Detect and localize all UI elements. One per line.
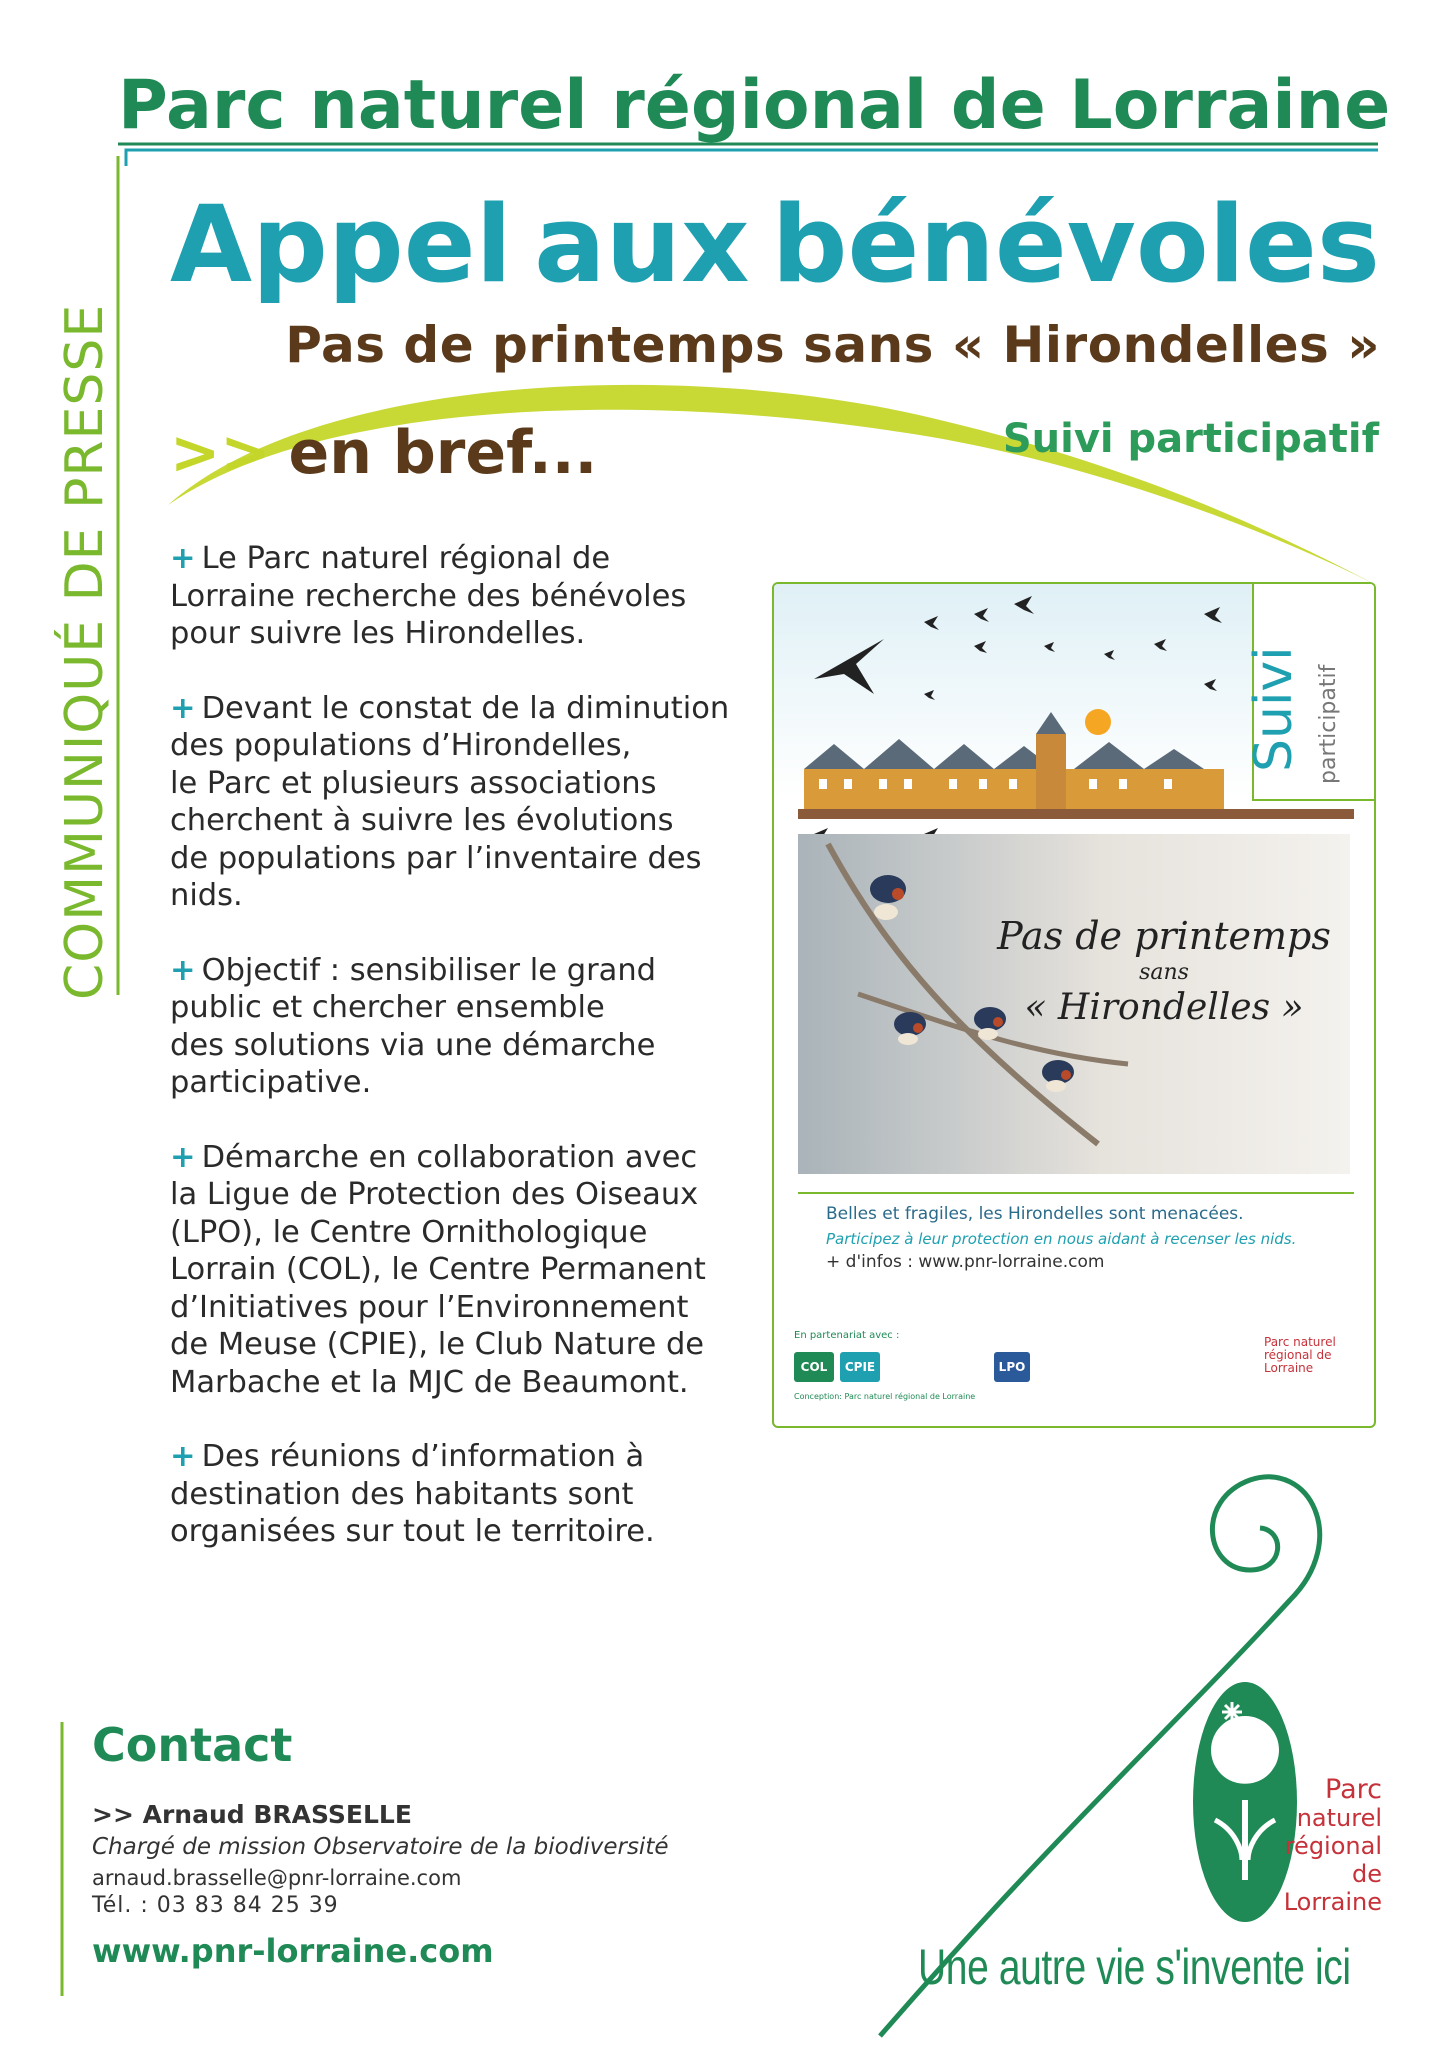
plus-icon: + [170,541,196,576]
bullet-text: Objectif : sensibiliser le grand public et chercher ensemble des solutions via une démarche participative. [170,952,657,1100]
park-title: Parc naturel régional de Lorraine [118,66,1391,145]
bullet-text: Des réunions d’information à destination des habitants sont organisées sur tout le territoire. [170,1439,655,1549]
poster-script-line-1: Pas de printemps [997,914,1331,958]
logo-line-4: de Lorraine [1283,1860,1382,1916]
contact-heading: Contact [92,1718,293,1772]
contact-phone: Tél. : 03 83 84 25 39 [92,1893,339,1918]
arrows-marker: >> [170,418,271,488]
contact-website-link[interactable]: www.pnr-lorraine.com [92,1932,494,1970]
bullet-text: Démarche en collaboration avec la Ligue de Protection des Oiseaux (LPO), le Centre Ornithologique Lorrain (COL), le Centre Permanent d’Initiatives pour l’Environnement de Meuse (CPIE), le Club Nature de Marbache et la MJC de Beaumont. [170,1139,706,1400]
contact-role: Chargé de mission Observatoire de la biodiversité [92,1834,669,1860]
title-word-3: bénévoles [771,183,1380,306]
bullet-text: Devant le constat de la diminution des populations d’Hirondelles, le Parc et plusieurs associations cherchent à suivre les évolutions de populations par l’inventaire des nids. [170,690,730,913]
plus-icon: + [170,1139,196,1175]
brief-label: en bref... [288,418,598,488]
poster-participatif-text: participatif [1316,664,1341,784]
slogan: Une autre vie s'invente ici [918,1939,1351,1995]
plus-icon: + [170,1439,196,1474]
poster-tagline-2: Participez à leur protection en nous aidant à recenser les nids. [826,1230,1297,1248]
bullet-item [170,952,770,1102]
logo-line-2: naturel [1296,1804,1382,1832]
partner-logo-lpo: LPO [994,1352,1030,1382]
poster-tagline-3: + d'infos : www.pnr-lorraine.com [826,1252,1105,1272]
poster-script-line-3: « Hirondelles » [1024,987,1304,1028]
poster-script-title [974,914,1354,1028]
plus-icon: + [170,952,196,988]
logo-line-1: Parc [1325,1774,1382,1805]
poster-divider [798,1192,1354,1194]
bullet-item [170,1139,770,1402]
bullet-item [170,690,770,915]
bullet-item [170,1438,770,1551]
plus-icon: + [170,690,196,726]
partner-logo-col: COL [794,1352,834,1382]
brief-heading [170,418,597,488]
title-word-1: Appel [170,183,513,306]
poster-script-line-2: sans [1139,960,1189,985]
poster-suivi-text: Suivi [1244,646,1304,772]
poster-park-logo: Parc naturel régional de Lorraine [1264,1335,1336,1375]
bullet-list [170,540,770,1588]
contact-email[interactable]: arnaud.brasselle@pnr-lorraine.com [92,1866,462,1890]
poster-partners-label: En partenariat avec : [794,1330,900,1341]
main-title [170,183,1380,306]
poster-concept: Conception: Parc naturel régional de Lorraine [794,1392,976,1401]
contact-name: >> Arnaud BRASSELLE [92,1800,412,1829]
partner-logo-cpie: CPIE [840,1352,880,1382]
title-word-2: aux [534,183,750,306]
logo-line-3: régional [1284,1832,1382,1860]
bullet-text: Le Parc naturel régional de Lorraine recherche des bénévoles pour suivre les Hirondelles. [170,541,687,651]
campaign-poster [772,582,1376,1428]
park-logo-text [1262,1776,1382,1916]
press-release-label: COMMUNIQUÉ DE PRESSE [55,303,115,1000]
bullet-item [170,540,770,653]
subtitle: Pas de printemps sans « Hirondelles » [285,316,1380,374]
suivi-participatif-tag: Suivi participatif [1002,416,1379,462]
poster-tagline-1: Belles et fragiles, les Hirondelles sont menacées. [826,1204,1244,1224]
